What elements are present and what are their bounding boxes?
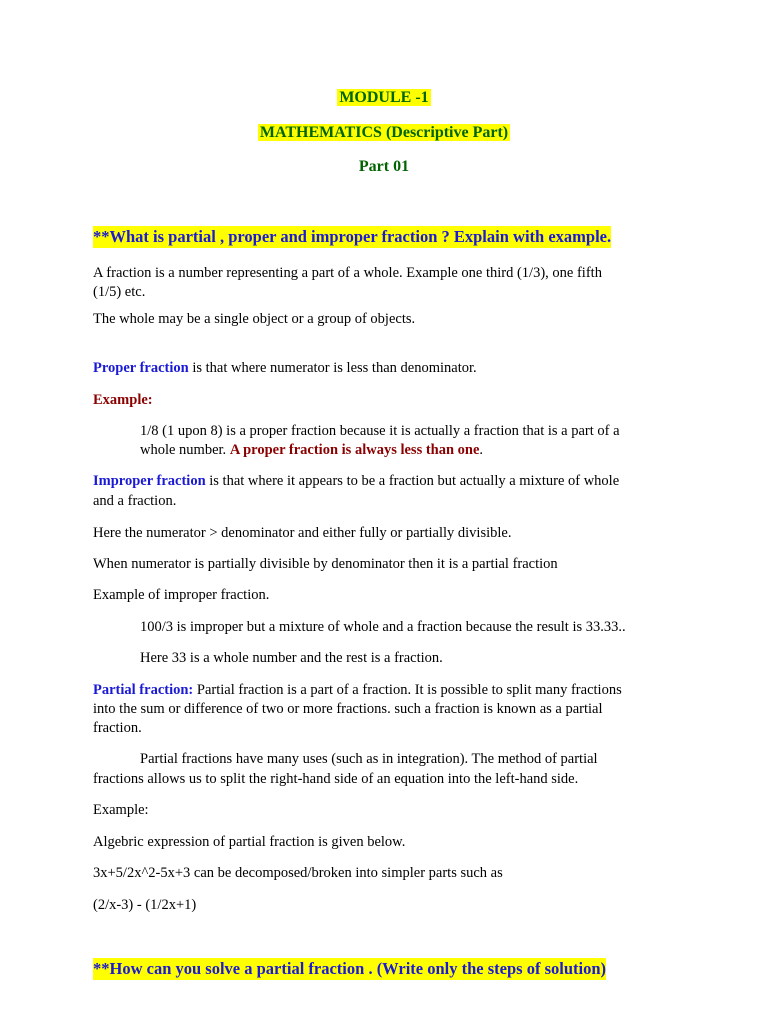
improper-example-line-1: 100/3 is improper but a mixture of whole and a fraction because the result is 33.33.. [140, 619, 626, 635]
partial-def-text: Partial fraction is a part of a fraction. It is possible to split many fractions [193, 682, 622, 698]
partial-definition-line-2: into the sum or difference of two or more fractions. such a fraction is known as a partial [93, 701, 603, 717]
partial-definition-line-1 [93, 681, 622, 700]
algebraic-expression-line: Algebric expression of partial fraction is given below. [93, 834, 406, 850]
question-2-heading: **How can you solve a partial fraction . (Write only the steps of solution) [93, 959, 607, 978]
improper-definition-line-1 [93, 472, 619, 491]
improper-example-line-2: Here 33 is a whole number and the rest is a fraction. [140, 650, 443, 666]
improper-definition-line-2: and a fraction. [93, 493, 177, 509]
partial-uses-line-2: fractions allows us to split the right-hand side of an equation into the left-hand side. [93, 771, 579, 787]
partial-example-label: Example: [93, 802, 149, 818]
improper-term: Improper fraction [93, 473, 206, 489]
part-heading: Part 01 [358, 158, 410, 175]
improper-partial-line: When numerator is partially divisible by denominator then it is a partial fraction [93, 556, 558, 572]
question-1-heading: **What is partial , proper and improper fraction ? Explain with example. [93, 227, 612, 246]
decomposition-result: (2/x-3) - (1/2x+1) [93, 897, 197, 913]
expression-decomposition-line: 3x+5/2x^2-5x+3 can be decomposed/broken into simpler parts such as [93, 865, 503, 881]
partial-definition-line-3: fraction. [93, 720, 142, 736]
improper-numerator-line: Here the numerator > denominator and either fully or partially divisible. [93, 525, 512, 541]
proper-example-line-2 [140, 441, 483, 460]
partial-term: Partial fraction: [93, 682, 194, 698]
improper-example-intro: Example of improper fraction. [93, 587, 270, 603]
proper-rule-highlight: A proper fraction is always less than one [229, 442, 480, 458]
improper-def-text: is that where it appears to be a fraction but actually a mixture of whole [205, 473, 620, 489]
proper-example-line-1: 1/8 (1 upon 8) is a proper fraction because it is actually a fraction that is a part of a [140, 423, 620, 439]
intro-line-3: The whole may be a single object or a group of objects. [93, 311, 416, 327]
intro-line-2: (1/5) etc. [93, 284, 146, 300]
module-heading-text: MODULE -1 [339, 89, 429, 106]
module-heading [0, 88, 768, 108]
proper-definition [93, 359, 477, 378]
proper-example-label: Example: [93, 392, 153, 408]
proper-example-line-2-start: whole number. [140, 442, 230, 458]
subject-heading-text: MATHEMATICS (Descriptive Part) [259, 124, 509, 141]
intro-line-1: A fraction is a number representing a part of a whole. Example one third (1/3), one fifth [93, 265, 602, 281]
proper-def-text: is that where numerator is less than denominator. [188, 360, 477, 376]
subject-heading [0, 123, 768, 143]
proper-term: Proper fraction [93, 360, 189, 376]
partial-uses-line-1: Partial fractions have many uses (such as in integration). The method of partial [140, 751, 598, 767]
proper-example-line-2-end: . [479, 442, 484, 458]
